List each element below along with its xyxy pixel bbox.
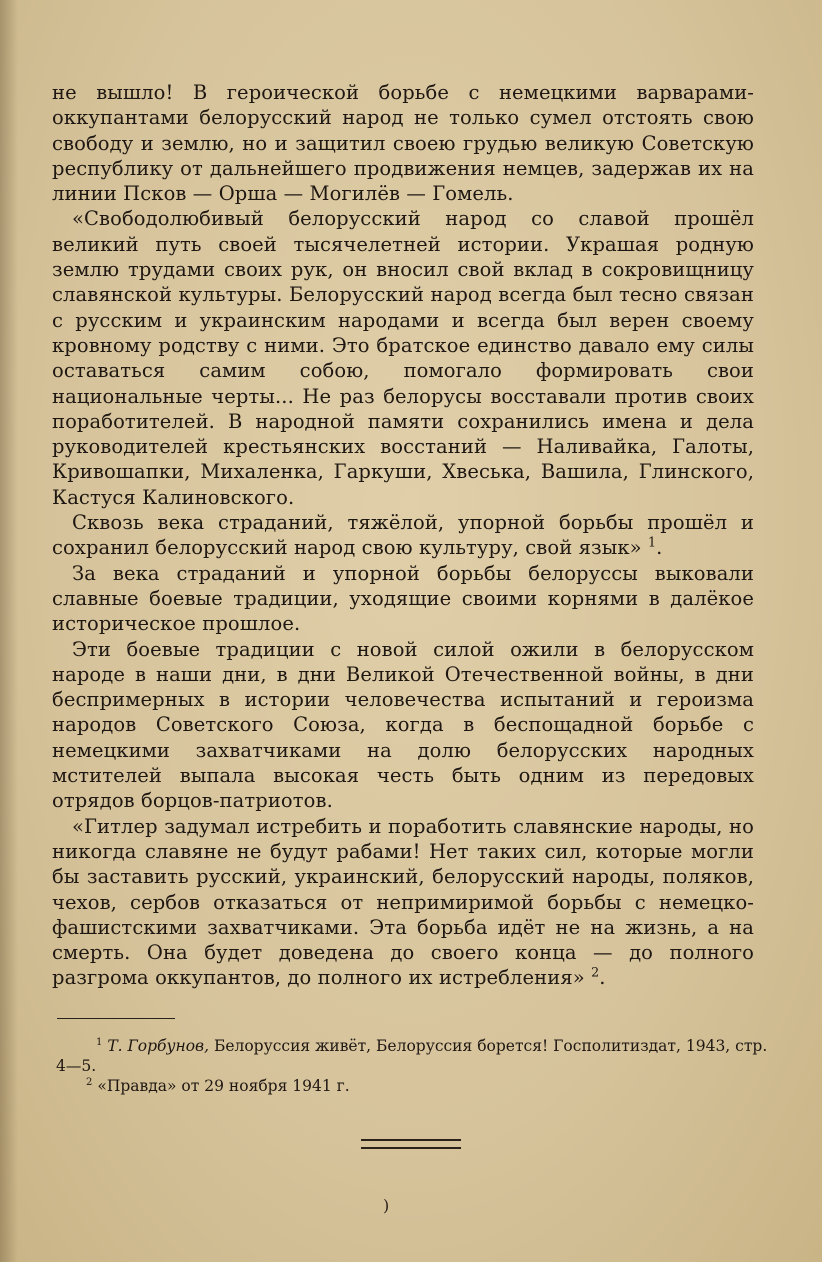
footnote-2-number: 2	[86, 1076, 93, 1088]
paragraph-6-text: «Гитлер задумал истребить и поработить славянские народы, но никогда славяне не будут рабами! Нет таких сил, которые могли бы заставить русский, украинский, белорусский народы, поляков, чехов, сербов отказаться от непримиримой борьбы с немецко-фашистскими захватчиками. Эта борьба идёт не на жизнь, а на смерть. Она будет доведена до своего конца — до полного разгрома оккупантов, до полного их истребления»	[52, 814, 754, 990]
footnote-2-text: «Правда» от 29 ноября 1941 г.	[97, 1077, 350, 1095]
footnote-1-text: Белоруссия живёт, Белоруссия борется! Госполитиздат, 1943, стр. 4—5.	[56, 1037, 768, 1075]
page-edge-shadow	[0, 0, 18, 1262]
note-mark-2: 2	[591, 964, 600, 980]
footnote-1	[56, 1036, 776, 1076]
end-double-rule	[361, 1139, 461, 1149]
paragraph-2: «Свободолюбивый белорусский народ со славой прошёл великий путь своей тысячелетней истории. Украшая родную землю трудами своих рук, он вносил свой вклад в сокровищницу славянской культуры. Белорусский народ всегда был тесно связан с русским и украинским народами и всегда был верен своему кровному родству с ними. Это братское единство давало ему силы оставаться самим собою, помогало формировать свои национальные черты... Не раз белорусы восставали против своих поработителей. В народной памяти сохранились имена и дела руководителей крестьянских восстаний — Наливайка, Галоты, Кривошапки, Михаленка, Гаркуши, Хвеська, Вашила, Глинского, Кастуся Калиновского.	[52, 207, 754, 509]
paragraph-4: За века страданий и упорной борьбы белоруссы выковали славные боевые традиции, уходящие своими корнями в далёкое историческое прошлое.	[52, 561, 754, 636]
paragraph-6: «Гитлер задумал истребить и поработить славянские народы, но никогда славяне не будут рабами! Нет таких сил, которые могли бы заставить русский, украинский, белорусский народы, поляков, чехов, сербов отказаться от непримиримой борьбы с немецко-фашистскими захватчиками. Эта борьба идёт не на жизнь, а на смерть. Она будет доведена до своего конца — до полного разгрома оккупантов, до полного их истребления» $^2$.	[52, 814, 754, 990]
page-mark: )	[383, 1196, 390, 1215]
paragraph-3-text: Сквозь века страданий, тяжёлой, упорной борьбы прошёл и сохранил белорусский народ свою культуру, свой язык»	[52, 511, 754, 560]
paragraph-1: не вышло! В героической борьбе с немецкими варварами-оккупантами белорусский народ не только сумел отстоять свою свободу и землю, но и защитил своею грудью великую Советскую республику от дальнейшего продвижения немцев, задержав их на линии Псков — Орша — Могилёв — Гомель.	[52, 81, 754, 206]
note-mark-1: 1	[648, 534, 657, 550]
footnote-1-number: 1	[96, 1036, 103, 1048]
footnotes	[56, 1036, 776, 1096]
paragraph-5: Эти боевые традиции с новой силой ожили в белорусском народе в наши дни, в дни Великой Отечественной войны, в дни беспримерных в истории человечества испытаний и героизма народов Советского Союза, когда в беспощадной борьбе с немецкими захватчиками на долю белорусских народных мстителей выпала высокая честь быть одним из передовых отрядов борцов-патриотов.	[52, 637, 754, 813]
footnote-separator	[57, 1018, 175, 1019]
main-text	[52, 80, 754, 991]
paragraph-3: Сквозь века страданий, тяжёлой, упорной борьбы прошёл и сохранил белорусский народ свою культуру, свой язык» $^1$.	[52, 511, 754, 560]
footnote-1-author: Т. Горбунов,	[107, 1037, 209, 1055]
footnote-2	[56, 1076, 776, 1096]
